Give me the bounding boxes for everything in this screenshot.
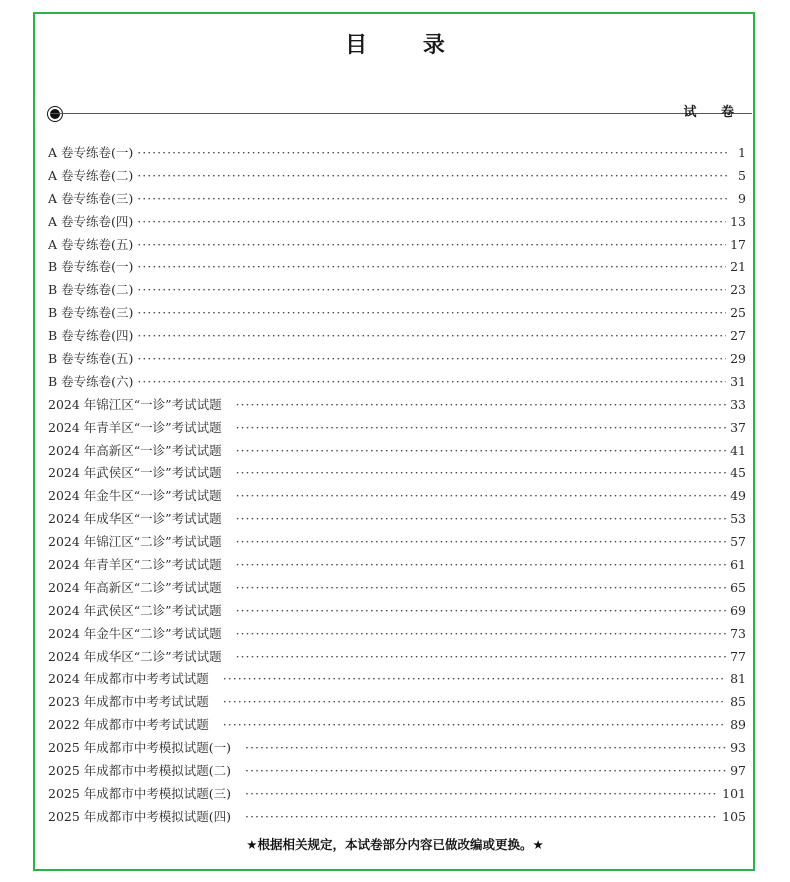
toc-entry[interactable] xyxy=(48,143,746,166)
toc-entry[interactable] xyxy=(48,669,746,692)
toc-entry-title: 2025 年成都市中考模拟试题(一) xyxy=(48,740,232,756)
dot-leader xyxy=(137,259,726,274)
toc-entry-page: 73 xyxy=(730,625,746,641)
toc-entry-page: 33 xyxy=(730,396,746,412)
section-label: 试 卷 xyxy=(683,105,744,120)
toc-entry-page: 57 xyxy=(730,534,746,550)
toc-entry-page: 41 xyxy=(730,442,746,458)
dot-leader xyxy=(236,465,727,480)
toc-entry-page: 27 xyxy=(730,328,746,344)
toc-entry-page: 21 xyxy=(730,259,746,275)
toc-entry[interactable] xyxy=(48,761,746,784)
toc-entry-title: A 卷专练卷(二) xyxy=(48,167,134,183)
toc-entry-page: 69 xyxy=(730,602,746,618)
toc-entry[interactable] xyxy=(48,212,746,235)
dot-leader xyxy=(223,671,726,686)
dot-leader xyxy=(223,717,726,732)
toc-entry-title: 2025 年成都市中考模拟试题(二) xyxy=(48,763,232,779)
toc-entry-page: 31 xyxy=(730,373,746,389)
toc-entry-title: 2025 年成都市中考模拟试题(四) xyxy=(48,808,232,824)
toc-entry-page: 85 xyxy=(730,694,746,710)
toc-entry-page: 9 xyxy=(738,190,746,206)
toc-entry[interactable] xyxy=(48,395,746,418)
dot-leader xyxy=(236,511,727,526)
dot-leader xyxy=(236,534,727,549)
toc-entry-title: 2024 年成都市中考考试试题 xyxy=(48,671,209,687)
toc-entry-page: 25 xyxy=(730,305,746,321)
dot-leader xyxy=(137,191,728,206)
toc-entry-title: B 卷专练卷(六) xyxy=(48,373,134,389)
toc-entry-page: 29 xyxy=(730,351,746,367)
toc-entry[interactable] xyxy=(48,555,746,578)
toc-entry[interactable] xyxy=(48,257,746,280)
toc-entry-title: A 卷专练卷(四) xyxy=(48,213,134,229)
toc-entry-title: 2025 年成都市中考模拟试题(三) xyxy=(48,785,232,801)
dot-leader xyxy=(137,351,726,366)
toc-entry[interactable] xyxy=(48,509,746,532)
toc-entry[interactable] xyxy=(48,715,746,738)
toc-entry-page: 17 xyxy=(730,236,746,252)
toc-entry-title: 2024 年锦江区“二诊”考试试题 xyxy=(48,534,222,550)
dot-leader xyxy=(245,763,726,778)
toc-entry-title: B 卷专练卷(二) xyxy=(48,282,134,298)
toc-entry-page: 61 xyxy=(730,557,746,573)
toc-entry[interactable] xyxy=(48,235,746,258)
toc-entry-page: 105 xyxy=(722,808,746,824)
dot-leader xyxy=(236,603,727,618)
dot-leader xyxy=(236,397,727,412)
toc-entry-page: 65 xyxy=(730,579,746,595)
toc-entry[interactable] xyxy=(48,441,746,464)
toc-entry[interactable] xyxy=(48,486,746,509)
toc-entry[interactable] xyxy=(48,349,746,372)
bullet-icon xyxy=(48,107,62,121)
dot-leader xyxy=(137,374,726,389)
toc-entry-page: 37 xyxy=(730,419,746,435)
toc-entry[interactable] xyxy=(48,418,746,441)
toc-entry[interactable] xyxy=(48,784,746,807)
section-rule xyxy=(50,113,752,114)
dot-leader xyxy=(245,740,726,755)
toc-entry-title: 2024 年武侯区“二诊”考试试题 xyxy=(48,602,222,618)
toc-entry-title: B 卷专练卷(一) xyxy=(48,259,134,275)
toc-entry-title: 2024 年高新区“一诊”考试试题 xyxy=(48,442,222,458)
toc-entry-page: 93 xyxy=(730,740,746,756)
toc-entry-title: 2024 年成华区“二诊”考试试题 xyxy=(48,648,222,664)
toc-entry-title: B 卷专练卷(五) xyxy=(48,351,134,367)
toc-entry-page: 97 xyxy=(730,763,746,779)
dot-leader xyxy=(236,557,727,572)
toc-entry-title: A 卷专练卷(三) xyxy=(48,190,134,206)
toc-entry-title: 2022 年成都市中考考试试题 xyxy=(48,717,209,733)
dot-leader xyxy=(245,786,718,801)
toc-entry-page: 101 xyxy=(722,785,746,801)
toc-entry[interactable] xyxy=(48,326,746,349)
toc-entry[interactable] xyxy=(48,189,746,212)
toc-entry-page: 89 xyxy=(730,717,746,733)
toc-entry[interactable] xyxy=(48,647,746,670)
dot-leader xyxy=(236,649,727,664)
toc-entry-title: 2024 年武侯区“一诊”考试试题 xyxy=(48,465,222,481)
toc-entry-page: 49 xyxy=(730,488,746,504)
table-of-contents xyxy=(48,143,746,830)
toc-entry[interactable] xyxy=(48,578,746,601)
dot-leader xyxy=(236,420,727,435)
toc-entry-title: 2024 年青羊区“一诊”考试试题 xyxy=(48,419,222,435)
dot-leader xyxy=(137,214,726,229)
toc-entry-title: 2024 年锦江区“一诊”考试试题 xyxy=(48,396,222,412)
toc-entry[interactable] xyxy=(48,624,746,647)
toc-entry[interactable] xyxy=(48,280,746,303)
toc-entry[interactable] xyxy=(48,303,746,326)
toc-entry-page: 77 xyxy=(730,648,746,664)
dot-leader xyxy=(236,443,727,458)
toc-entry-title: A 卷专练卷(一) xyxy=(48,145,134,160)
footer-note: ★根据相关规定，本试卷部分内容已做改编或更换。★ xyxy=(246,837,544,852)
page-title: 目 录 xyxy=(345,33,469,58)
toc-entry[interactable] xyxy=(48,738,746,761)
dot-leader xyxy=(236,580,727,595)
dot-leader xyxy=(245,809,718,824)
dot-leader xyxy=(137,305,726,320)
toc-entry-title: 2024 年金牛区“一诊”考试试题 xyxy=(48,488,222,504)
dot-leader xyxy=(236,626,727,641)
dot-leader xyxy=(137,328,726,343)
toc-entry[interactable] xyxy=(48,532,746,555)
toc-entry-title: 2024 年成华区“一诊”考试试题 xyxy=(48,511,222,527)
toc-entry[interactable] xyxy=(48,372,746,395)
toc-entry-page: 1 xyxy=(738,145,746,160)
dot-leader xyxy=(137,168,728,183)
toc-entry-page: 13 xyxy=(730,213,746,229)
dot-leader xyxy=(223,694,726,709)
toc-entry-page: 53 xyxy=(730,511,746,527)
toc-entry[interactable] xyxy=(48,166,746,189)
toc-entry-page: 45 xyxy=(730,465,746,481)
toc-entry-title: 2023 年成都市中考考试试题 xyxy=(48,694,209,710)
toc-entry-page: 5 xyxy=(738,167,746,183)
toc-entry-page: 81 xyxy=(730,671,746,687)
dot-leader xyxy=(137,145,728,160)
toc-entry-page: 23 xyxy=(730,282,746,298)
toc-entry-title: B 卷专练卷(四) xyxy=(48,328,134,344)
toc-entry[interactable] xyxy=(48,807,746,830)
toc-entry-title: B 卷专练卷(三) xyxy=(48,305,134,321)
toc-entry-title: 2024 年金牛区“二诊”考试试题 xyxy=(48,625,222,641)
dot-leader xyxy=(137,237,726,252)
toc-entry-title: 2024 年高新区“二诊”考试试题 xyxy=(48,579,222,595)
toc-entry[interactable] xyxy=(48,463,746,486)
toc-entry[interactable] xyxy=(48,692,746,715)
dot-leader xyxy=(236,488,727,503)
toc-entry-title: A 卷专练卷(五) xyxy=(48,236,134,252)
toc-entry-title: 2024 年青羊区“二诊”考试试题 xyxy=(48,557,222,573)
toc-entry[interactable] xyxy=(48,601,746,624)
dot-leader xyxy=(137,282,726,297)
